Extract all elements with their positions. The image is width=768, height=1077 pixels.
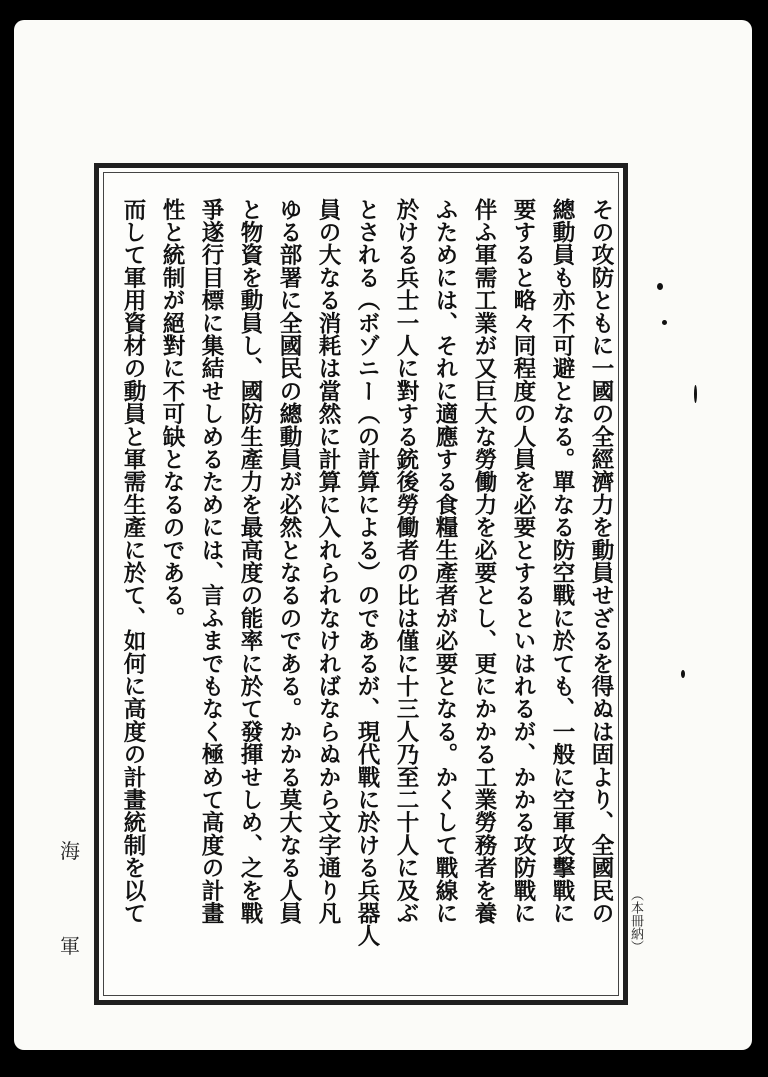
ink-speck [657, 283, 663, 290]
text-column: 伴ふ軍需工業が又巨大な勞働力を必要とし、更にかかる工業勞務者を養 [471, 198, 497, 925]
ink-speck [681, 670, 685, 678]
text-column: ゆる部署に全國民の總動員が必然となるのである。かかる莫大なる人員 [276, 198, 302, 925]
text-column: とされる（ボゾニー（の計算による）のであるが、現代戰に於ける兵器人 [354, 198, 380, 948]
text-column: 於ける兵士一人に對する銃後勞働者の比は僅に十三人乃至二十人に及ぶ [393, 198, 419, 925]
side-note: （本冊納） [628, 888, 643, 953]
text-column: 而して軍用資材の動員と軍需生產に於て、如何に高度の計畫統制を以て [120, 198, 146, 925]
text-frame [94, 163, 628, 1005]
text-column: 要すると略々同程度の人員を必要とするといはれるが、かかる攻防戰に [510, 198, 536, 925]
document-page [14, 20, 752, 1050]
text-column: 性と統制が絕對に不可缺となるのである。 [159, 198, 185, 630]
text-column: と物資を動員し、國防生產力を最高度の能率に於て發揮せしめ、之を戰 [237, 198, 263, 925]
text-column: その攻防ともに一國の全經濟力を動員せざるを得ぬは固より、全國民の [588, 198, 614, 925]
text-column: ふためには、それに適應する食糧生產者が必要となる。かくして戰線に [432, 198, 458, 925]
text-column: 總動員も亦不可避となる。單なる防空戰に於ても、一般に空軍攻擊戰に [549, 198, 575, 925]
text-column: 員の大なる消耗は當然に計算に入れられなければならぬから文字通り凡 [315, 198, 341, 925]
text-column: 爭遂行目標に集結せしめるためには、言ふまでもなく極めて高度の計畫 [198, 198, 224, 925]
margin-char: 海 [60, 839, 80, 863]
ink-speck [662, 320, 667, 325]
ink-speck [694, 385, 697, 403]
margin-char: 軍 [60, 934, 80, 958]
